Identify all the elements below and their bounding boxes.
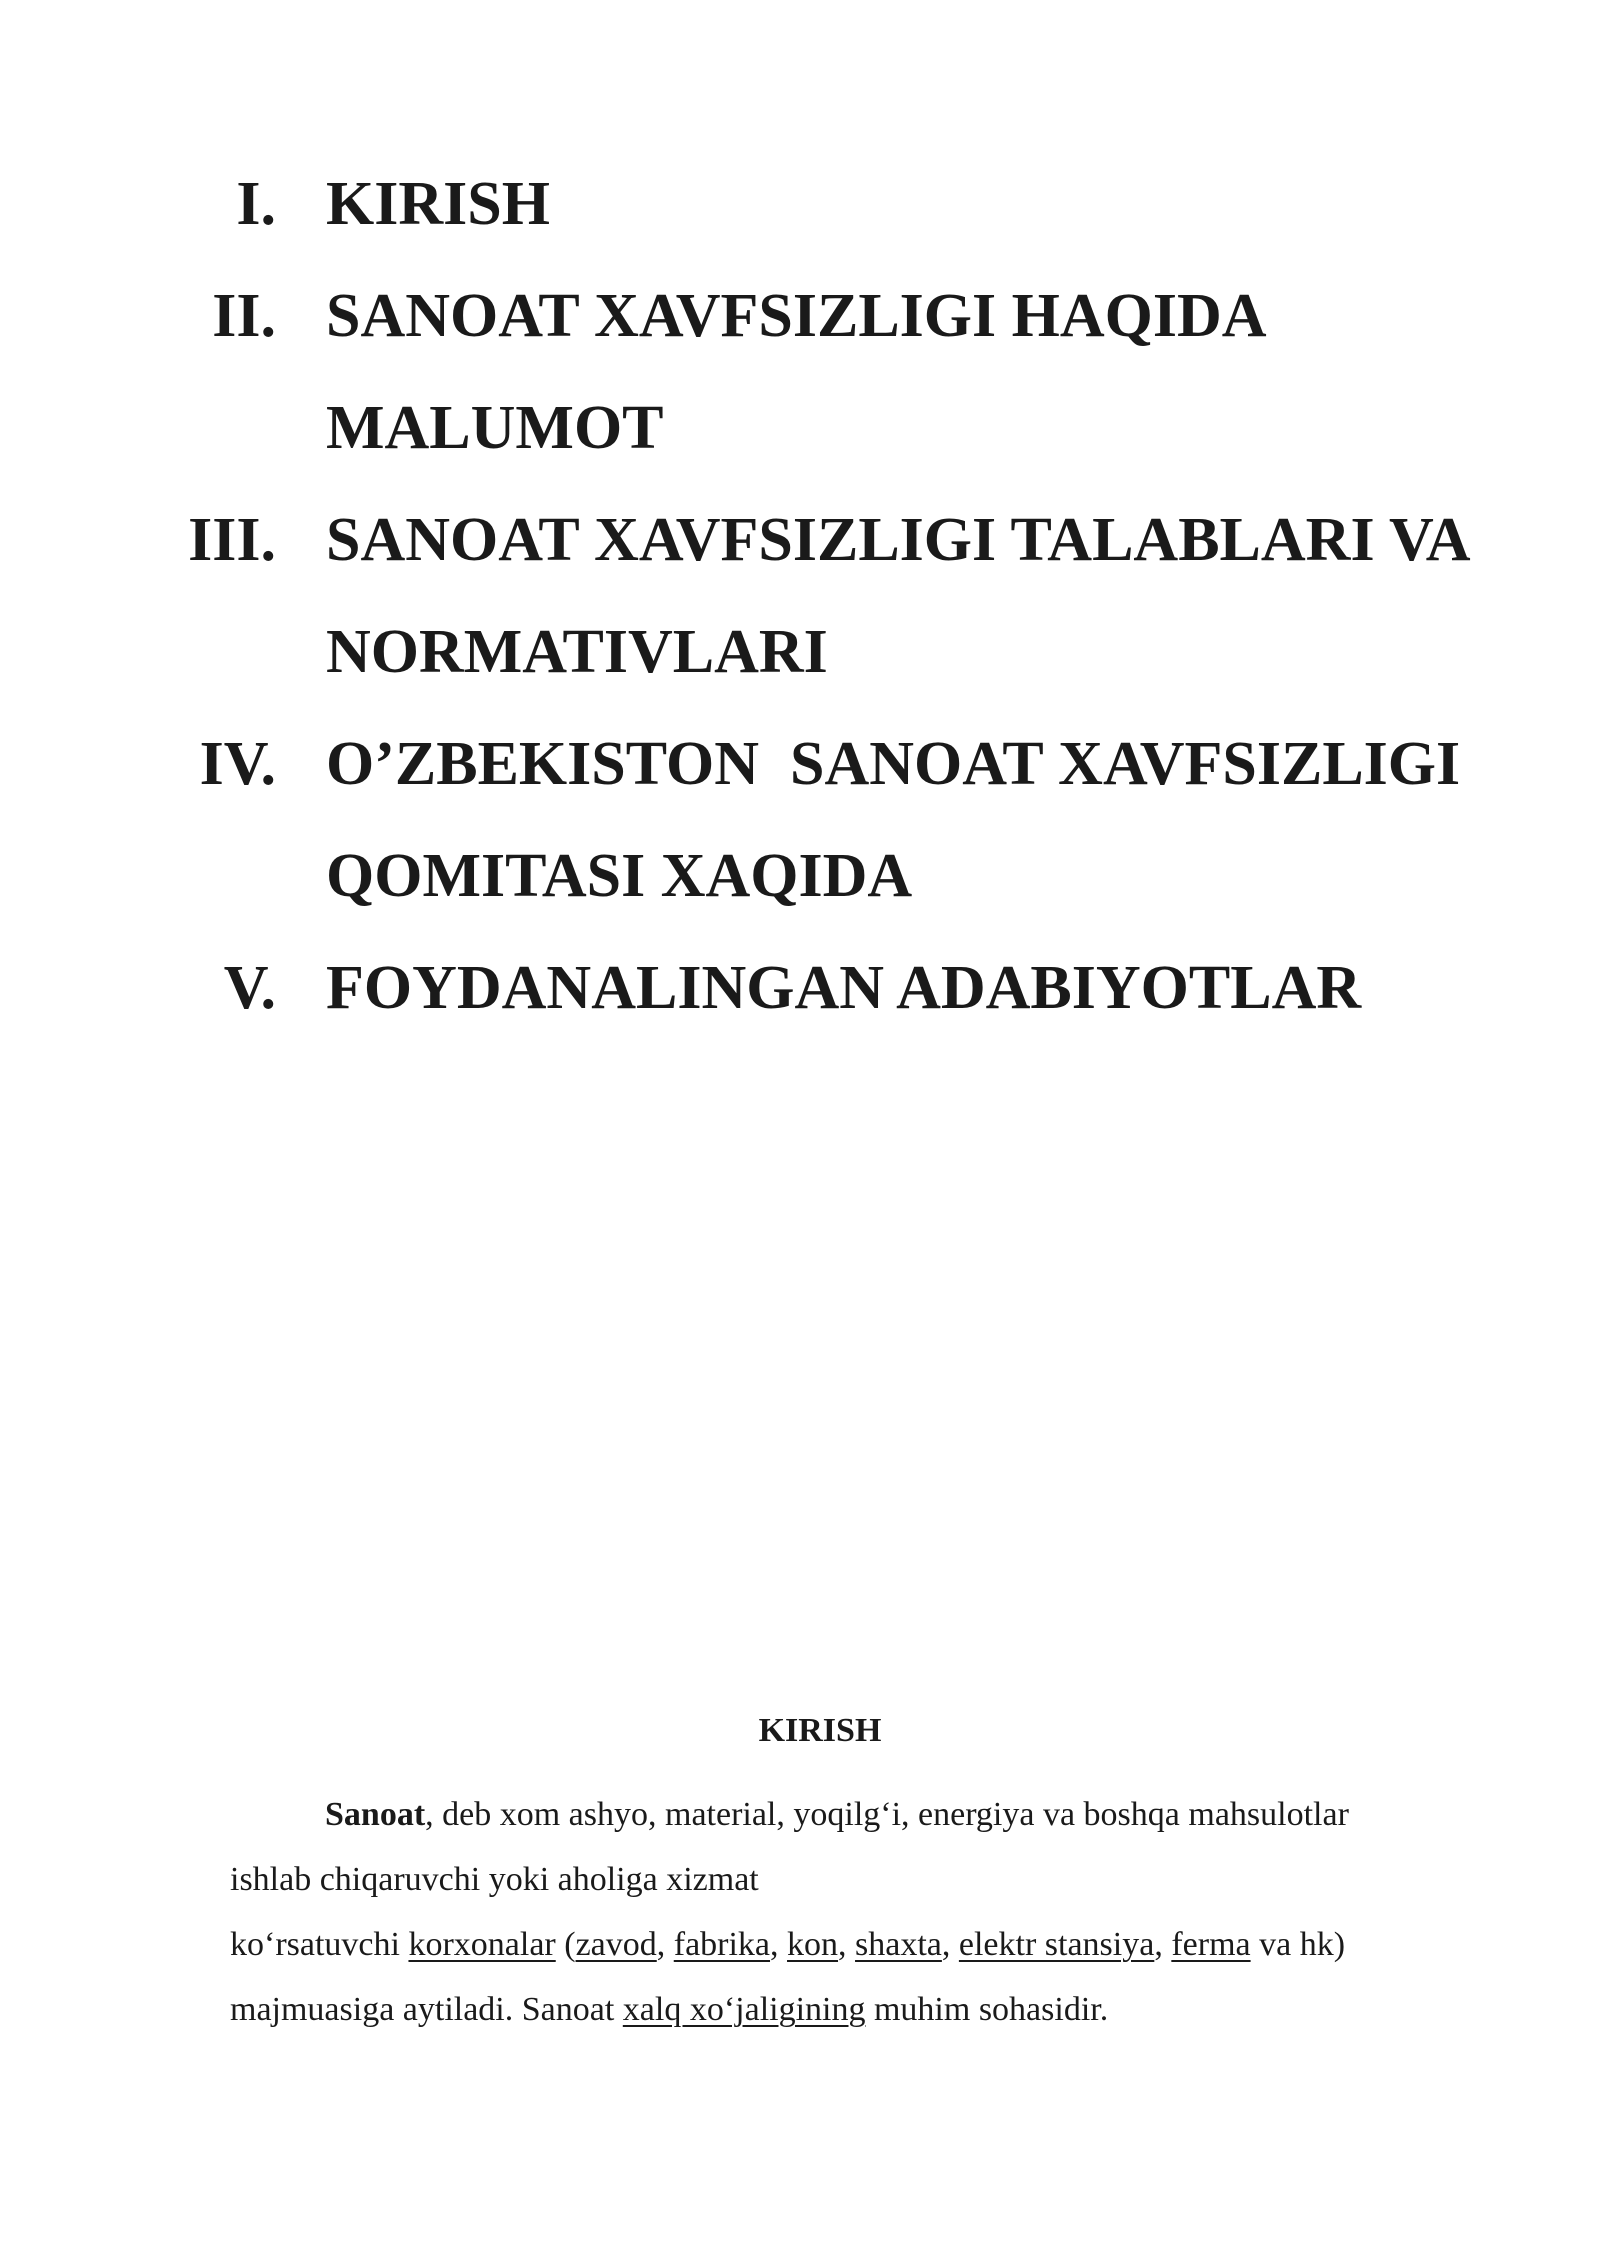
term-sanoat: Sanoat [325, 1796, 426, 1833]
section-title: KIRISH [758, 1712, 882, 1749]
link-kon[interactable]: kon [787, 1926, 839, 1963]
link-elektr-stansiya[interactable]: elektr stansiya [958, 1926, 1155, 1963]
paragraph-line-2 [230, 1847, 1480, 1912]
toc-text: SANOAT XAVFSIZLIGI TALABLARI VA NORMATIVLARI [326, 506, 1483, 686]
toc-text: KIRISH [326, 170, 550, 238]
link-ferma[interactable]: ferma [1171, 1926, 1251, 1963]
separator: , [656, 1926, 674, 1963]
separator: , [941, 1926, 959, 1963]
toc-text: FOYDANALINGAN ADABIYOTLAR [326, 954, 1362, 1022]
intro-paragraph [230, 1782, 1480, 2042]
toc-numeral: II. [212, 282, 276, 350]
toc-item-3 [0, 484, 1600, 708]
text-segment: , deb xom ashyo, material, yoqilg‘i, energiya va boshqa mahsulotlar [425, 1796, 1349, 1833]
link-xalq-xojaligining[interactable]: xalq xo‘jaligining [622, 1991, 866, 2028]
link-zavod[interactable]: zavod [575, 1926, 657, 1963]
text-segment: va hk) [1250, 1926, 1346, 1963]
separator: , [770, 1926, 788, 1963]
text-segment: ko‘rsatuvchi [230, 1926, 409, 1963]
paragraph-line-3 [230, 1912, 1480, 1977]
toc-item-4 [0, 708, 1600, 932]
toc-numeral: III. [188, 506, 276, 574]
text-segment: ( [555, 1926, 576, 1963]
text-segment: muhim sohasidir. [865, 1991, 1109, 2028]
toc-item-2 [0, 260, 1600, 484]
table-of-contents [0, 148, 1600, 1044]
link-korxonalar[interactable]: korxonalar [408, 1926, 556, 1963]
toc-numeral: IV. [199, 730, 276, 798]
toc-numeral: I. [236, 170, 276, 238]
text-segment: majmuasiga aytiladi. Sanoat [230, 1991, 623, 2028]
link-fabrika[interactable]: fabrika [673, 1926, 771, 1963]
separator: , [1154, 1926, 1172, 1963]
toc-item-1 [0, 148, 1600, 260]
link-shaxta[interactable]: shaxta [855, 1926, 942, 1963]
toc-text: O’ZBEKISTON SANOAT XAVFSIZLIGI QOMITASI XAQIDA [326, 730, 1476, 910]
paragraph-line-4 [230, 1977, 1480, 2042]
separator: , [838, 1926, 856, 1963]
toc-text: SANOAT XAVFSIZLIGI HAQIDA MALUMOT [326, 282, 1279, 462]
paragraph-line-1 [230, 1782, 1480, 1847]
toc-numeral: V. [223, 954, 276, 1022]
toc-item-5 [0, 932, 1600, 1044]
text-segment: ishlab chiqaruvchi yoki aholiga xizmat [230, 1861, 759, 1898]
